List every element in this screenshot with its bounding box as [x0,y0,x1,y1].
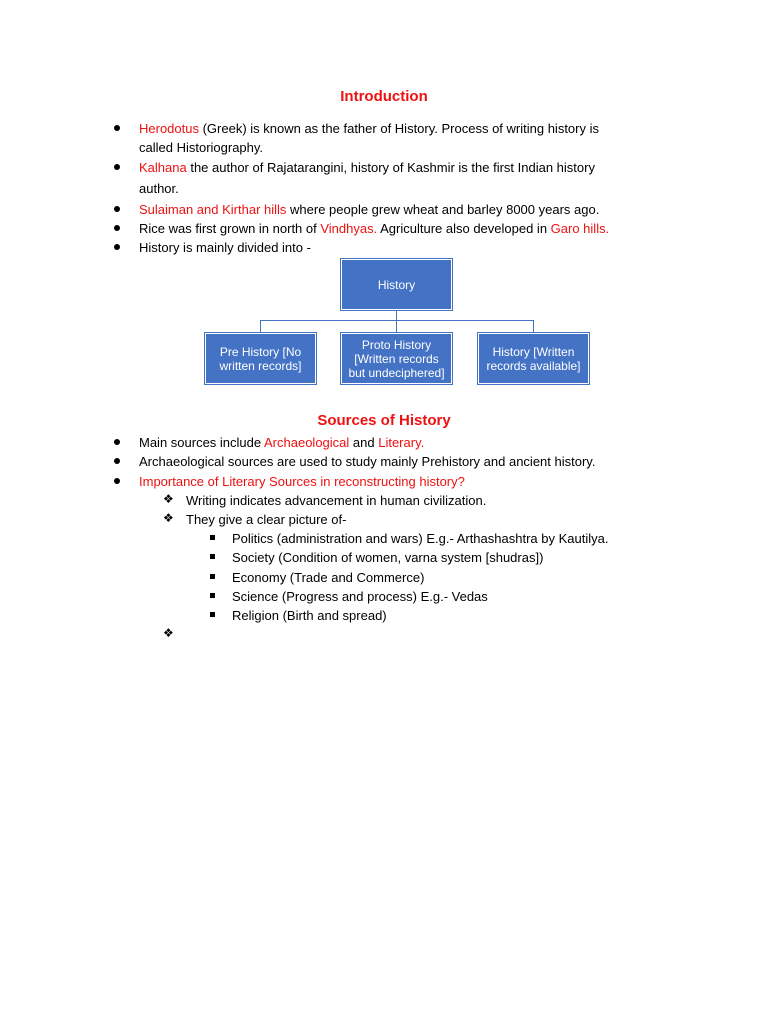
subsub-item-4: Science (Progress and process) E.g.- Vedas [232,589,488,604]
intro-item-5: History is mainly divided into - [139,240,311,255]
item-text: Agriculture also developed in [377,221,551,236]
bullet [114,164,120,170]
square-bullet [210,574,215,579]
connector-line [260,320,261,333]
square-bullet [210,612,215,617]
bullet [114,225,120,231]
item-text: Main sources include [139,435,265,450]
diamond-bullet-icon: ❖ [163,492,174,506]
subsub-item-5: Religion (Birth and spread) [232,608,387,623]
subsub-item-3: Economy (Trade and Commerce) [232,570,425,585]
item-text: and [349,435,379,450]
vindhyas-text: Vindhyas. [320,221,378,236]
herodotus-text: Herodotus [139,121,199,136]
diamond-bullet-icon: ❖ [163,626,174,640]
literary-text: Literary. [378,435,425,450]
sources-heading: Sources of History [317,412,451,429]
bullet [114,125,120,131]
diagram-pre-history: Pre History [No written records] [205,333,316,384]
bullet [114,206,120,212]
subsub-item-2: Society (Condition of women, varna system [shudras]) [232,550,544,565]
diagram-proto-history: Proto History [Written records but undeciphered] [341,333,452,384]
bullet [114,244,120,250]
connector-line [260,320,534,321]
garo-hills-text: Garo hills. [550,221,610,236]
item-text: (Greek) is known as the father of History. Process of writing history is [198,121,599,136]
connector-line [533,320,534,333]
sub-item-1: Writing indicates advancement in human civilization. [186,493,487,508]
sources-item-2: Archaeological sources are used to study mainly Prehistory and ancient history. [139,454,596,469]
kalhana-text: Kalhana [139,160,187,175]
archaeological-text: Archaeological [264,435,350,450]
intro-item-1-line2: called Historiography. [139,140,264,155]
diamond-bullet-icon: ❖ [163,511,174,525]
square-bullet [210,593,215,598]
diagram-root-history: History [341,259,452,310]
bullet [114,478,120,484]
sources-item-3: Importance of Literary Sources in reconstructing history? [139,474,465,489]
bullet [114,439,120,445]
sub-item-2: They give a clear picture of- [186,512,347,527]
intro-item-3 [139,200,599,219]
item-text: Rice was first grown in north of [139,221,321,236]
sources-item-1 [139,433,424,452]
square-bullet [210,535,215,540]
item-text: where people grew wheat and barley 8000 years ago. [286,202,600,217]
item-text: the author of Rajatarangini, history of Kashmir is the first Indian history [186,160,595,175]
intro-item-2 [139,158,595,177]
diagram-history-written: History [Written records available] [478,333,589,384]
square-bullet [210,554,215,559]
bullet [114,458,120,464]
introduction-heading: Introduction [340,88,428,105]
intro-item-1 [139,119,599,138]
hills-text: Sulaiman and Kirthar hills [139,202,287,217]
intro-item-2-line2: author. [139,181,179,196]
subsub-item-1: Politics (administration and wars) E.g.- Arthashashtra by Kautilya. [232,531,609,546]
intro-item-4 [139,219,609,238]
connector-line [396,320,397,333]
